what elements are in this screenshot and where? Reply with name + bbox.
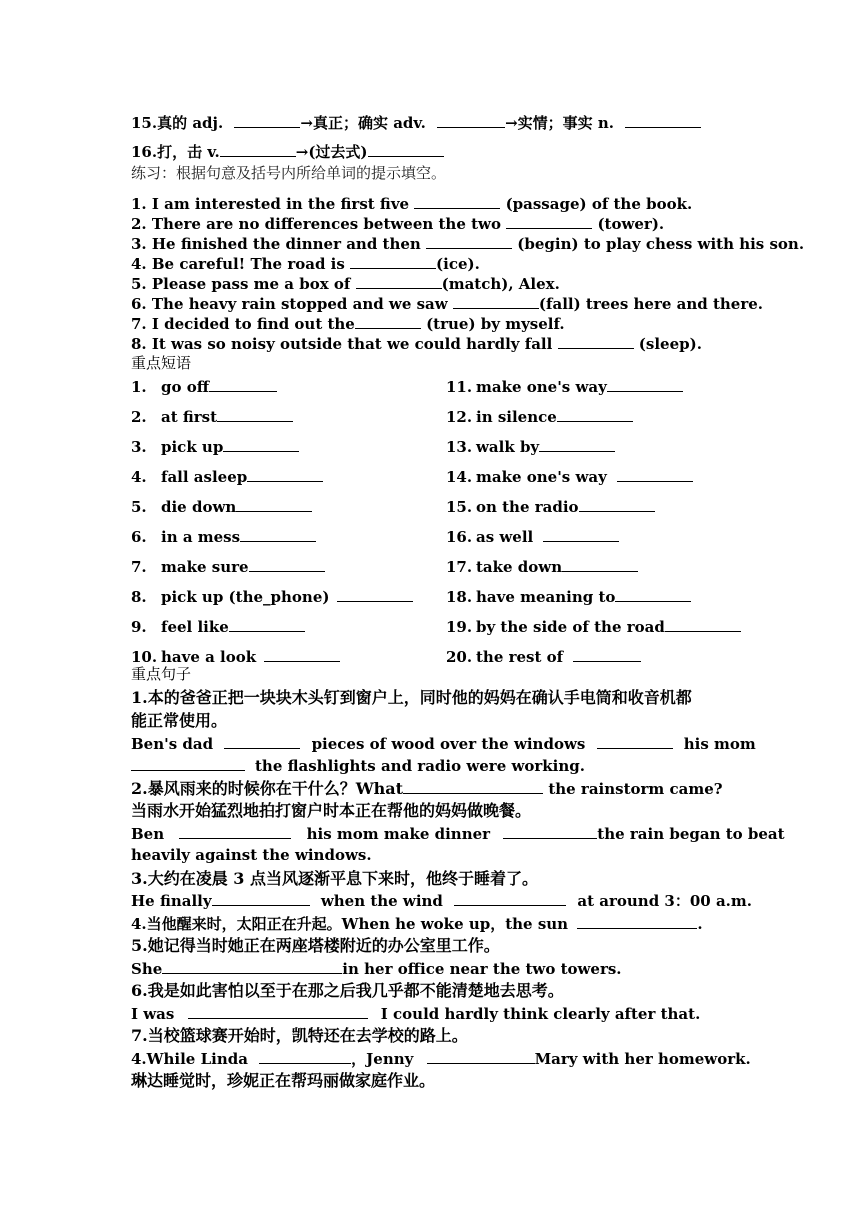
practice-sentence-1 bbox=[131, 196, 692, 212]
blank-q2b-2[interactable] bbox=[503, 826, 597, 839]
phrase-item: 15. on the radio bbox=[446, 498, 655, 516]
practice-heading: 练习：根据句意及括号内所给单词的提示填空。 bbox=[131, 164, 447, 182]
s5-start: 5. Please pass me a box of bbox=[131, 275, 351, 293]
q1-english-line2: the flashlights and radio were working. bbox=[131, 758, 585, 774]
phrase-item: 13. walk by bbox=[446, 438, 615, 456]
phrase-item: 18. have meaning to bbox=[446, 588, 691, 606]
vocab-line-16 bbox=[131, 144, 444, 160]
q2b-english-line2: heavily against the windows. bbox=[131, 846, 372, 864]
phrase-item: 3. pick up bbox=[131, 438, 299, 456]
blank-q4[interactable] bbox=[577, 916, 697, 929]
blank-phrase[interactable] bbox=[607, 379, 683, 392]
blank-phrase[interactable] bbox=[617, 469, 693, 482]
q1-chinese-line1: 1.本的爸爸正把一块块木头钉到窗户上，同时他的妈妈在确认手电筒和收音机都 bbox=[131, 688, 692, 707]
s2-start: 2. There are no differences between the two bbox=[131, 215, 501, 233]
blank-phrase[interactable] bbox=[665, 619, 741, 632]
s1-start: 1. I am interested in the first five bbox=[131, 195, 410, 213]
practice-sentence-2 bbox=[131, 216, 664, 232]
blank-phrase[interactable] bbox=[337, 589, 413, 602]
phrase-item: 14. make one's way bbox=[446, 468, 693, 486]
blank-phrase[interactable] bbox=[557, 409, 633, 422]
phrase-item: 6. in a mess bbox=[131, 528, 316, 546]
blank-phrase[interactable] bbox=[615, 589, 691, 602]
blank-phrase[interactable] bbox=[217, 409, 293, 422]
phrase-item: 9. feel like bbox=[131, 618, 305, 636]
q5-english: She in her office near the two towers. bbox=[131, 960, 622, 978]
vocab-15-adv: →真正；确实 adv. bbox=[300, 114, 426, 132]
q1-chinese-line2: 能正常使用。 bbox=[131, 711, 228, 730]
s8-end: (sleep). bbox=[638, 335, 702, 353]
practice-sentence-5 bbox=[131, 276, 560, 292]
vocab-line-15 bbox=[131, 115, 701, 131]
blank-q5[interactable] bbox=[162, 961, 342, 974]
phrase-item: 4. fall asleep bbox=[131, 468, 323, 486]
blank-s6[interactable] bbox=[453, 296, 539, 309]
q2-line: 2.暴风雨来的时候你在干什么？What the rainstorm came? bbox=[131, 779, 723, 798]
q7-chinese: 7.当校篮球赛开始时，凯特还在去学校的路上。 bbox=[131, 1026, 468, 1045]
q5-chinese: 5.她记得当时她正在两座塔楼附近的办公室里工作。 bbox=[131, 936, 500, 955]
phrases-heading: 重点短语 bbox=[131, 354, 192, 372]
vocab-16-past: →(过去式) bbox=[295, 143, 368, 161]
blank-q2b-1[interactable] bbox=[179, 826, 291, 839]
phrase-item: 19. by the side of the road bbox=[446, 618, 741, 636]
practice-sentence-3 bbox=[131, 236, 804, 252]
phrase-item: 20. the rest of bbox=[446, 648, 641, 666]
blank-15-2[interactable] bbox=[437, 115, 505, 128]
blank-15-1[interactable] bbox=[234, 115, 300, 128]
blank-phrase[interactable] bbox=[573, 649, 641, 662]
blank-q3-1[interactable] bbox=[212, 893, 310, 906]
phrase-item: 8. pick up (the_phone) bbox=[131, 588, 413, 606]
blank-15-3[interactable] bbox=[625, 115, 701, 128]
s6-end: (fall) trees here and there. bbox=[538, 295, 763, 313]
blank-phrase[interactable] bbox=[539, 439, 615, 452]
blank-s3[interactable] bbox=[426, 236, 512, 249]
blank-phrase[interactable] bbox=[249, 559, 325, 572]
q8-english: 4.While Linda ，Jenny Mary with her homework. bbox=[131, 1050, 751, 1068]
q6-english: I was I could hardly think clearly after that. bbox=[131, 1005, 701, 1023]
phrase-item: 12. in silence bbox=[446, 408, 633, 426]
phrase-item: 2. at first bbox=[131, 408, 293, 426]
blank-q1-3[interactable] bbox=[131, 758, 245, 771]
s5-end: (match), Alex. bbox=[441, 275, 560, 293]
q3-chinese: 3.大约在凌晨 3 点当风逐渐平息下来时，他终于睡着了。 bbox=[131, 869, 538, 888]
vocab-15-word: 15.真的 adj. bbox=[131, 114, 224, 132]
phrase-item: 11. make one's way bbox=[446, 378, 683, 396]
practice-sentence-4 bbox=[131, 256, 480, 272]
q6-chinese: 6.我是如此害怕以至于在那之后我几乎都不能清楚地去思考。 bbox=[131, 981, 564, 1000]
blank-s2[interactable] bbox=[506, 216, 592, 229]
blank-16-1[interactable] bbox=[220, 144, 296, 157]
phrase-item: 17. take down bbox=[446, 558, 638, 576]
blank-phrase[interactable] bbox=[264, 649, 340, 662]
sentences-heading: 重点句子 bbox=[131, 665, 192, 683]
q8-chinese: 琳达睡觉时，珍妮正在帮玛丽做家庭作业。 bbox=[131, 1071, 436, 1090]
blank-s8[interactable] bbox=[558, 336, 634, 349]
blank-s4[interactable] bbox=[350, 256, 436, 269]
s6-start: 6. The heavy rain stopped and we saw bbox=[131, 295, 448, 313]
practice-sentence-8 bbox=[131, 336, 702, 352]
blank-phrase[interactable] bbox=[247, 469, 323, 482]
blank-phrase[interactable] bbox=[562, 559, 638, 572]
blank-phrase[interactable] bbox=[236, 499, 312, 512]
practice-sentence-6 bbox=[131, 296, 763, 312]
blank-phrase[interactable] bbox=[579, 499, 655, 512]
s3-start: 3. He finished the dinner and then bbox=[131, 235, 421, 253]
s7-start: 7. I decided to find out the bbox=[131, 315, 355, 333]
blank-s1[interactable] bbox=[414, 196, 500, 209]
phrase-item: 5. die down bbox=[131, 498, 312, 516]
practice-sentence-7 bbox=[131, 316, 565, 332]
s4-start: 4. Be careful! The road is bbox=[131, 255, 345, 273]
blank-phrase[interactable] bbox=[209, 379, 277, 392]
vocab-16-word: 16.打，击 v. bbox=[131, 143, 220, 161]
q2b-chinese: 当雨水开始猛烈地拍打窗户时本正在帮他的妈妈做晚餐。 bbox=[131, 801, 532, 820]
blank-phrase[interactable] bbox=[229, 619, 305, 632]
s4-end: (ice). bbox=[436, 255, 480, 273]
phrase-item: 10. have a look bbox=[131, 648, 340, 666]
blank-16-2[interactable] bbox=[368, 144, 444, 157]
blank-s7[interactable] bbox=[355, 316, 421, 329]
phrase-item: 7. make sure bbox=[131, 558, 325, 576]
blank-phrase[interactable] bbox=[543, 529, 619, 542]
blank-q8-2[interactable] bbox=[427, 1051, 535, 1064]
s1-end: (passage) of the book. bbox=[505, 195, 693, 213]
blank-q3-2[interactable] bbox=[454, 893, 566, 906]
q2b-english-line1: Ben his mom make dinner the rain began to beat bbox=[131, 825, 785, 843]
s2-end: (tower). bbox=[597, 215, 665, 233]
q1-english-line1: Ben's dad pieces of wood over the windows his mom bbox=[131, 735, 756, 753]
q4-line: 4.当他醒来时，太阳正在升起。When he woke up，the sun . bbox=[131, 915, 703, 933]
s8-start: 8. It was so noisy outside that we could hardly fall bbox=[131, 335, 553, 353]
phrase-item: 16. as well bbox=[446, 528, 619, 546]
vocab-15-noun: →实情；事实 n. bbox=[505, 114, 615, 132]
q3-english: He finally when the wind at around 3：00 a.m. bbox=[131, 892, 752, 910]
blank-phrase[interactable] bbox=[240, 529, 316, 542]
s3-end: (begin) to play chess with his son. bbox=[517, 235, 805, 253]
phrase-item: 1. go off bbox=[131, 378, 277, 396]
blank-phrase[interactable] bbox=[223, 439, 299, 452]
blank-s5[interactable] bbox=[356, 276, 442, 289]
blank-q8-1[interactable] bbox=[259, 1051, 351, 1064]
blank-q6[interactable] bbox=[188, 1006, 368, 1019]
blank-q1-1[interactable] bbox=[224, 736, 300, 749]
blank-q1-2[interactable] bbox=[597, 736, 673, 749]
blank-q2[interactable] bbox=[403, 781, 543, 794]
s7-end: (true) by myself. bbox=[426, 315, 565, 333]
